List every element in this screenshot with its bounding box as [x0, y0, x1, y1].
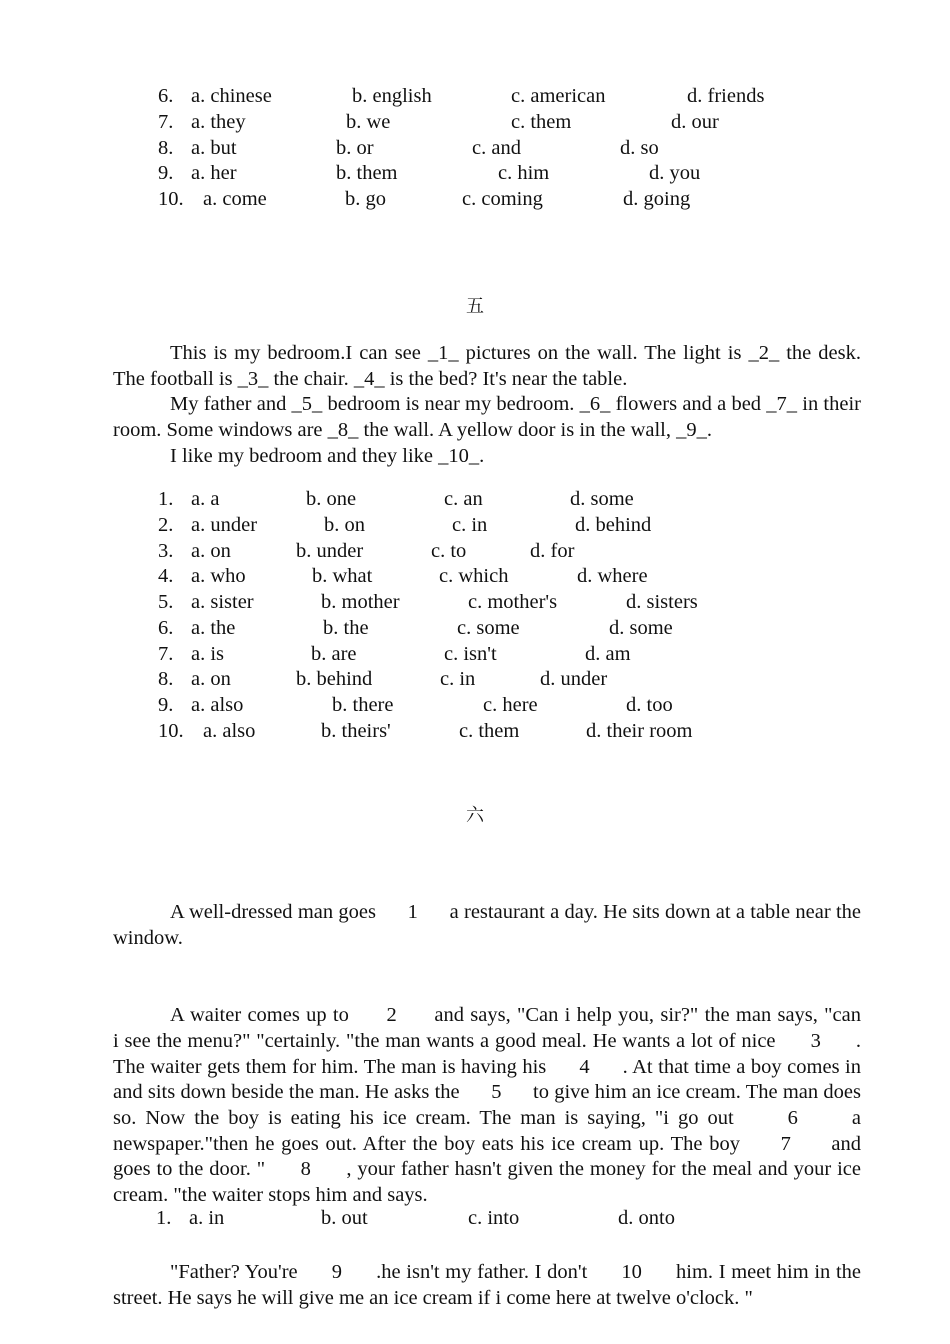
option-c: c. here [483, 694, 538, 716]
option-b: b. mother [321, 591, 400, 613]
option-c: c. them [511, 111, 572, 133]
question-row [0, 590, 950, 614]
option-c: c. to [431, 540, 467, 562]
question-row [0, 693, 950, 717]
option-d: d. their room [586, 720, 693, 742]
question-number: 9. [158, 694, 174, 716]
option-c: c. coming [462, 188, 543, 210]
option-b: b. there [332, 694, 394, 716]
option-b: b. we [346, 111, 391, 133]
passage-paragraph: I like my bedroom and they like _10_. [170, 444, 485, 467]
option-b: b. english [352, 85, 432, 107]
option-a: a. on [191, 540, 231, 562]
option-a: a. in [189, 1207, 225, 1229]
question-row [0, 84, 950, 108]
passage-5 [113, 341, 861, 470]
question-number: 1. [158, 488, 174, 510]
option-b: b. on [324, 514, 365, 536]
question-row [0, 513, 950, 537]
option-a: a. also [203, 720, 256, 742]
option-a: a. on [191, 668, 231, 690]
option-d: d. behind [575, 514, 652, 536]
option-c: c. and [472, 137, 521, 159]
question-row [0, 642, 950, 666]
option-b: b. behind [296, 668, 373, 690]
question-number: 1. [156, 1207, 172, 1229]
option-c: c. into [468, 1207, 520, 1229]
option-a: a. her [191, 162, 237, 184]
option-d: d. some [609, 617, 673, 639]
option-b: b. out [321, 1207, 368, 1229]
question-row [0, 564, 950, 588]
option-a: a. who [191, 565, 246, 587]
question-number: 10. [158, 720, 184, 742]
option-d: d. sisters [626, 591, 698, 613]
question-row [0, 187, 950, 211]
option-d: d. you [649, 162, 701, 184]
option-a: a. also [191, 694, 244, 716]
option-d: d. under [540, 668, 608, 690]
option-b: b. go [345, 188, 386, 210]
option-b: b. what [312, 565, 373, 587]
question-row [0, 719, 950, 743]
option-c: c. american [511, 85, 606, 107]
option-a: a. the [191, 617, 236, 639]
option-d: d. for [530, 540, 575, 562]
question-number: 6. [158, 617, 174, 639]
option-c: c. them [459, 720, 520, 742]
option-c: c. an [444, 488, 483, 510]
option-d: d. where [577, 565, 648, 587]
option-d: d. some [570, 488, 634, 510]
question-number: 6. [158, 85, 174, 107]
option-b: b. the [323, 617, 369, 639]
passage-paragraph: "Father? You're 9 .he isn't my father. I don't 10 him. I meet him in the street. He says he will give me an ice cream if i come here at twelve o'clock. " [113, 1261, 867, 1309]
question-number: 3. [158, 540, 174, 562]
question-number: 10. [158, 188, 184, 210]
passage-paragraph: A waiter comes up to 2 and says, "Can i help you, sir?" the man says, "can i see the menu?" "certainly. "the man wants a good meal. He wants a lot of nice 3 . The waiter gets them for him. The man is having his 4 . At that time a boy comes in and sits down beside the man. He asks the 5 to give him an ice cream. The man does so. Now the boy is eating his ice cream. The man is saying, "i go out 6 a newspaper."then he goes out. After the boy eats his ice cream up. The boy 7 and goes to the door. " 8 , your father hasn't given the money for the meal and your ice cream. "the waiter stops him and says. [113, 1004, 892, 1207]
question-row [0, 161, 950, 185]
option-a: a. but [191, 137, 237, 159]
question-row [0, 667, 950, 691]
passage-6 [113, 849, 892, 1337]
question-row [0, 616, 950, 640]
section-heading-6: 六 [466, 805, 484, 826]
option-a: a. sister [191, 591, 254, 613]
question-row [0, 1206, 950, 1230]
option-a: a. under [191, 514, 258, 536]
option-c: c. in [452, 514, 488, 536]
option-a: a. come [203, 188, 267, 210]
section-heading-5: 五 [466, 296, 484, 317]
question-number: 8. [158, 668, 174, 690]
option-b: b. are [311, 643, 357, 665]
option-a: a. a [191, 488, 220, 510]
option-d: d. going [623, 188, 691, 210]
question-number: 4. [158, 565, 174, 587]
option-b: b. them [336, 162, 398, 184]
option-c: c. mother's [468, 591, 558, 613]
passage-paragraph: My father and _5_ bedroom is near my bedroom. _6_ flowers and a bed _7_ in their room. Some windows are _8_ the wall. A yellow door is in the wall, _9_. [113, 393, 861, 442]
question-number: 9. [158, 162, 174, 184]
passage-paragraph: This is my bedroom.I can see _1_ pictures on the wall. The light is _2_ the desk. The football is _3_ the chair. _4_ is the bed? It's near the table. [113, 342, 861, 390]
option-c: c. isn't [444, 643, 497, 665]
question-row [0, 539, 950, 563]
option-b: b. one [306, 488, 357, 510]
option-d: d. friends [687, 85, 765, 107]
option-b: b. theirs' [321, 720, 391, 742]
option-c: c. in [440, 668, 476, 690]
option-d: d. too [626, 694, 673, 716]
question-number: 7. [158, 111, 174, 133]
option-c: c. which [439, 565, 509, 587]
question-row [0, 136, 950, 160]
passage-paragraph: A well-dressed man goes 1 a restaurant a day. He sits down at a table near the window. [113, 901, 867, 950]
option-c: c. some [457, 617, 520, 639]
option-d: d. so [620, 137, 659, 159]
question-row [0, 487, 950, 511]
option-d: d. our [671, 111, 719, 133]
question-number: 5. [158, 591, 174, 613]
question-number: 8. [158, 137, 174, 159]
question-number: 7. [158, 643, 174, 665]
option-d: d. am [585, 643, 631, 665]
option-a: a. chinese [191, 85, 272, 107]
option-b: b. or [336, 137, 374, 159]
option-a: a. they [191, 111, 246, 133]
question-row [0, 110, 950, 134]
option-a: a. is [191, 643, 225, 665]
option-c: c. him [498, 162, 550, 184]
question-number: 2. [158, 514, 174, 536]
option-d: d. onto [618, 1207, 675, 1229]
option-b: b. under [296, 540, 364, 562]
